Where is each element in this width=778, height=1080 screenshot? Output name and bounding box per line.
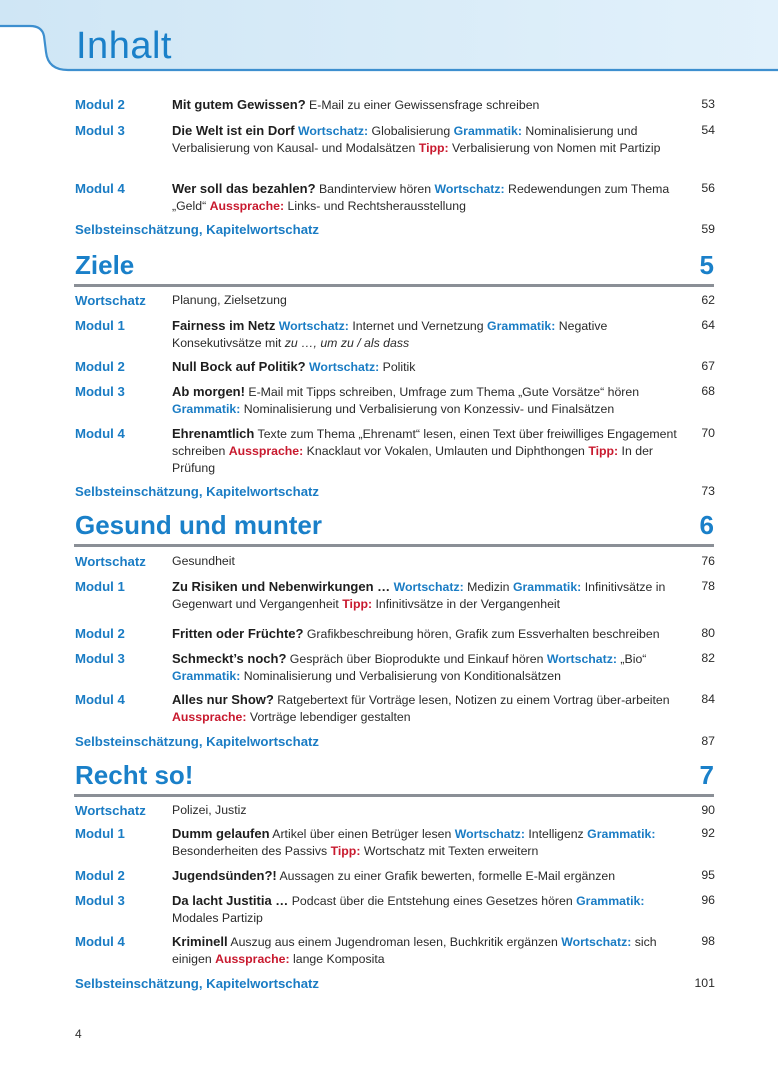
keyword-label: Grammatik: <box>453 124 522 138</box>
description-text: Artikel über einen Betrüger lesen <box>269 827 455 841</box>
module-label[interactable]: Wortschatz <box>75 803 146 818</box>
keyword-label: Wortschatz: <box>309 360 380 374</box>
module-title: Mit gutem Gewissen? <box>172 97 306 112</box>
module-label[interactable]: Modul 3 <box>75 123 125 138</box>
page-ref: 53 <box>701 97 715 111</box>
description-text: Intelligenz <box>524 827 588 841</box>
description-text: Gespräch über Bioprodukte und Einkauf hören <box>286 652 547 666</box>
chapter-title: Ziele <box>75 250 135 280</box>
module-title: Schmeckt’s noch? <box>172 651 287 666</box>
description-text: Wortschatz mit Texten erweitern <box>360 844 539 858</box>
module-description <box>172 553 680 570</box>
keyword-label: Aussprache: <box>209 199 285 213</box>
page-ref: 68 <box>701 384 715 398</box>
page-number: 4 <box>75 1027 82 1041</box>
keyword-label: Aussprache: <box>228 444 304 458</box>
module-label[interactable]: Wortschatz <box>75 293 146 308</box>
keyword-label: Tipp: <box>418 141 449 155</box>
description-text: Verbalisierung von Nomen mit Partizip <box>448 141 661 155</box>
module-description <box>172 691 680 726</box>
description-text: Vorträge lebendiger gestalten <box>246 710 411 724</box>
page-ref: 54 <box>701 123 715 137</box>
keyword-label: Grammatik: <box>487 319 556 333</box>
description-text: Knacklaut vor Vokalen, Umlauten und Diphthongen <box>303 444 589 458</box>
module-label[interactable]: Modul 4 <box>75 426 125 441</box>
description-text: „Bio“ <box>617 652 647 666</box>
page-ref: 62 <box>701 293 715 307</box>
module-title: Fairness im Netz <box>172 318 276 333</box>
page-header <box>0 0 778 72</box>
description-text: Planung, Zielsetzung <box>172 293 287 307</box>
description-text: Politik <box>379 360 416 374</box>
description-text: In der Prüfung <box>172 444 654 475</box>
page-ref: 80 <box>701 626 715 640</box>
module-label[interactable]: Modul 1 <box>75 579 125 594</box>
summary-link[interactable]: Selbsteinschätzung, Kapitelwortschatz <box>75 222 320 237</box>
keyword-label: Grammatik: <box>587 827 656 841</box>
keyword-label: Tipp: <box>588 444 619 458</box>
module-description <box>172 96 680 114</box>
module-description <box>172 867 680 885</box>
description-text: Texte zum Thema „Ehrenamt“ lesen, einen Text über freiwilliges Engagement schreiben <box>172 427 677 458</box>
module-title: Ab morgen! <box>172 384 245 399</box>
module-description <box>172 358 680 376</box>
module-label[interactable]: Modul 1 <box>75 826 125 841</box>
module-label[interactable]: Modul 1 <box>75 318 125 333</box>
description-text: Aussagen zu einer Grafik bewerten, formelle E-Mail ergänzen <box>276 869 616 883</box>
module-description <box>172 425 680 477</box>
description-text: Negative Konsekutivsätze mit <box>172 319 608 350</box>
description-text: Gesundheit <box>172 554 235 568</box>
module-description <box>172 933 680 968</box>
description-text: Infinitivsätze in Gegenwart und Vergangenheit <box>172 580 666 611</box>
page-ref: 101 <box>694 976 715 990</box>
keyword-label: Aussprache: <box>215 952 290 966</box>
module-title: Wer soll das bezahlen? <box>172 181 316 196</box>
module-description <box>172 650 680 685</box>
page-ref: 70 <box>701 426 715 440</box>
module-description <box>172 625 680 643</box>
keyword-label: Grammatik: <box>576 894 645 908</box>
chapter-number: 7 <box>699 760 714 790</box>
chapter-title: Gesund und munter <box>75 510 322 540</box>
emphasis-text: zu …, um zu / als dass <box>284 336 410 350</box>
module-title: Null Bock auf Politik? <box>172 359 306 374</box>
module-description <box>172 802 680 819</box>
chapter-divider <box>74 544 714 547</box>
module-description <box>172 180 680 215</box>
chapter-number: 6 <box>699 510 714 540</box>
page-ref: 90 <box>701 803 715 817</box>
description-text: Ratgebertext für Vorträge lesen, Notizen zu einem Vortrag über-arbeiten <box>273 693 670 707</box>
page-ref: 67 <box>701 359 715 373</box>
module-title: Jugendsünden?! <box>172 868 277 883</box>
keyword-label: Grammatik: <box>512 580 582 594</box>
page-ref: 76 <box>701 554 715 568</box>
chapter-number: 5 <box>699 250 714 280</box>
keyword-label: Wortschatz: <box>278 319 349 333</box>
page-ref: 73 <box>701 484 715 498</box>
description-text: E-Mail mit Tipps schreiben, Umfrage zum Thema „Gute Vorsätze“ hören <box>244 385 640 399</box>
keyword-label: Wortschatz: <box>297 124 369 138</box>
page-ref: 95 <box>701 868 715 882</box>
keyword-label: Aussprache: <box>172 710 247 724</box>
description-text: Links- und Rechtsherausstellung <box>284 199 466 213</box>
description-text: Auszug aus einem Jugendroman lesen, Buchkritik ergänzen <box>227 935 562 949</box>
module-description <box>172 317 680 352</box>
description-text: Bandinterview hören <box>315 182 435 196</box>
module-label[interactable]: Modul 4 <box>75 181 125 196</box>
summary-link[interactable]: Selbsteinschätzung, Kapitelwortschatz <box>75 484 320 499</box>
module-description <box>172 892 680 927</box>
description-text: Infinitivsätze in der Vergangenheit <box>372 597 561 611</box>
description-text: Medizin <box>463 580 513 594</box>
module-title: Ehrenamtlich <box>172 426 255 441</box>
module-label[interactable]: Modul 2 <box>75 626 125 641</box>
module-label[interactable]: Modul 4 <box>75 692 125 707</box>
module-description <box>172 825 680 860</box>
description-text: lange Komposita <box>289 952 385 966</box>
description-text: E-Mail zu einer Gewissensfrage schreiben <box>305 98 540 112</box>
module-title: Zu Risiken und Nebenwirkungen … <box>172 579 391 594</box>
module-label[interactable]: Modul 2 <box>75 359 125 374</box>
description-text: Nominalisierung und Verbalisierung von Kausal- und Modalsätzen <box>172 124 638 155</box>
module-label[interactable]: Modul 3 <box>75 384 125 399</box>
module-label[interactable]: Modul 2 <box>75 97 125 112</box>
module-description <box>172 122 680 157</box>
description-text: Grafikbeschreibung hören, Grafik zum Essverhalten beschreiben <box>303 627 660 641</box>
module-title: Fritten oder Früchte? <box>172 626 304 641</box>
page-ref: 87 <box>701 734 715 748</box>
page-ref: 98 <box>701 934 715 948</box>
description-text: Nominalisierung und Verbalisierung von Konditionalsätzen <box>240 669 561 683</box>
page-ref: 78 <box>701 579 715 593</box>
description-text: Polizei, Justiz <box>172 803 247 817</box>
module-description <box>172 292 680 309</box>
keyword-label: Wortschatz: <box>561 935 632 949</box>
module-label[interactable]: Wortschatz <box>75 554 146 569</box>
page-title: Inhalt <box>76 25 172 67</box>
description-text: Modales Partizip <box>172 911 263 925</box>
page-ref: 82 <box>701 651 715 665</box>
page-ref: 84 <box>701 692 715 706</box>
description-text: Podcast über die Entstehung eines Gesetzes hören <box>288 894 577 908</box>
keyword-label: Tipp: <box>330 844 361 858</box>
description-text: Nominalisierung und Verbalisierung von Konzessiv- und Finalsätzen <box>240 402 615 416</box>
module-title: Kriminell <box>172 934 228 949</box>
description-text: Besonderheiten des Passivs <box>172 844 331 858</box>
module-title: Dumm gelaufen <box>172 826 270 841</box>
summary-link[interactable]: Selbsteinschätzung, Kapitelwortschatz <box>75 734 320 749</box>
page-ref: 64 <box>701 318 715 332</box>
keyword-label: Grammatik: <box>172 669 241 683</box>
chapter-title: Recht so! <box>75 760 194 790</box>
module-label[interactable]: Modul 4 <box>75 934 125 949</box>
keyword-label: Wortschatz: <box>393 580 464 594</box>
chapter-divider <box>74 284 714 287</box>
module-label[interactable]: Modul 3 <box>75 651 125 666</box>
description-text: Internet und Vernetzung <box>348 319 488 333</box>
keyword-label: Wortschatz: <box>454 827 525 841</box>
page-ref: 92 <box>701 826 715 840</box>
keyword-label: Grammatik: <box>172 402 241 416</box>
module-description <box>172 578 680 613</box>
module-description <box>172 383 680 418</box>
summary-link[interactable]: Selbsteinschätzung, Kapitelwortschatz <box>75 976 320 991</box>
description-text: sich einigen <box>172 935 657 966</box>
description-text: Globalisierung <box>368 124 454 138</box>
page-ref: 96 <box>701 893 715 907</box>
module-title: Die Welt ist ein Dorf <box>172 123 295 138</box>
description-text: Redewendungen zum Thema „Geld“ <box>172 182 670 213</box>
keyword-label: Tipp: <box>342 597 373 611</box>
keyword-label: Wortschatz: <box>434 182 505 196</box>
page-ref: 59 <box>701 222 715 236</box>
module-label[interactable]: Modul 2 <box>75 868 125 883</box>
keyword-label: Wortschatz: <box>546 652 617 666</box>
chapter-divider <box>74 794 714 797</box>
module-label[interactable]: Modul 3 <box>75 893 125 908</box>
page-ref: 56 <box>701 181 715 195</box>
module-title: Alles nur Show? <box>172 692 274 707</box>
module-title: Da lacht Justitia … <box>172 893 289 908</box>
